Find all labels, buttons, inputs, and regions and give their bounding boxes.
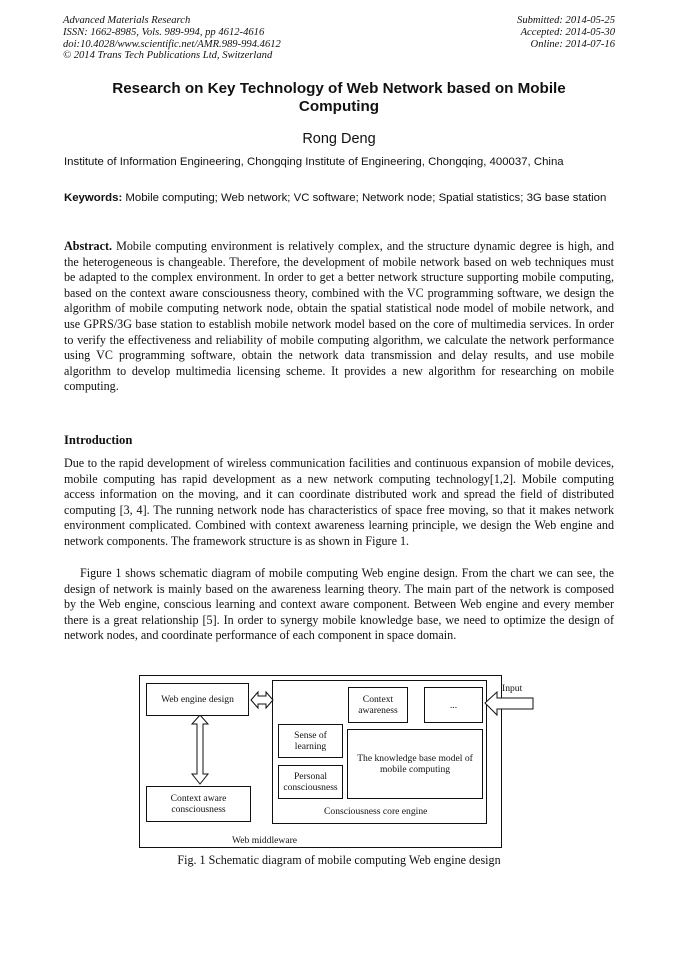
figure-1-caption: Fig. 1 Schematic diagram of mobile computing Web engine design <box>177 853 501 867</box>
knowledge-base-model-box: The knowledge base model of mobile computing <box>347 729 483 799</box>
keywords <box>64 191 616 205</box>
copyright-line: © 2014 Trans Tech Publications Ltd, Switzerland <box>63 50 273 62</box>
input-label: Input <box>502 683 523 694</box>
figure-1-diagram <box>0 672 678 882</box>
online-date: Online: 2014-07-16 <box>530 38 615 50</box>
publication-dates <box>517 15 615 50</box>
paper-title: Research on Key Technology of Web Network based on Mobile Computing <box>112 80 566 115</box>
bidirectional-arrow-horizontal <box>251 692 273 708</box>
context-awareness-box: Context awareness <box>348 687 408 723</box>
input-arrow <box>485 692 533 715</box>
author-affiliation: Institute of Information Engineering, Chongqing Institute of Engineering, Chongqing, 400037, China <box>64 156 564 168</box>
author-name: Rong Deng <box>302 131 376 147</box>
section-heading-introduction: Introduction <box>64 433 133 447</box>
doi-line: doi:10.4028/www.scientific.net/AMR.989-994.4612 <box>63 38 281 50</box>
abstract <box>64 239 614 395</box>
keywords-label: Keywords: <box>64 192 123 204</box>
core-engine-label: Consciousness core engine <box>324 806 428 817</box>
journal-name: Advanced Materials Research <box>63 15 191 26</box>
bidirectional-arrow-vertical <box>192 715 208 784</box>
keywords-text: Mobile computing; Web network; VC software; Network node; Spatial statistics; 3G base station <box>122 192 607 204</box>
web-middleware-label: Web middleware <box>232 835 298 846</box>
introduction-paragraph-2: Figure 1 shows schematic diagram of mobile computing Web engine design. From the chart we can see, the design of network is mainly based on the awareness learning theory. The main part of the network is composed by the Web engine, conscious learning and context aware component. Between Web engine and every member there is a great relationship [5]. In order to synergy mobile knowledge base, we need to optimize the design of network nodes, and coordinate performance of each component in space domain. <box>64 566 614 643</box>
context-aware-consciousness-box: Context aware consciousness <box>146 786 251 822</box>
accepted-date: Accepted: 2014-05-30 <box>520 26 615 38</box>
introduction-paragraph-1: Due to the rapid development of wireless communication facilities and continuous expansion of mobile devices, mobile computing has rapid development as a new network computing technology[1,2]. Mobile computing access information on the moving, and it can coordinate distributed work and spread the field of distributed computing [3, 4]. The running network node has characteristics of space free moving, so that it makes network environment complicated. Combined with context awareness learning principle, we design the Web engine and network components. The framework structure is as shown in Figure 1. <box>64 456 614 548</box>
journal-info <box>63 15 281 62</box>
abstract-label: Abstract. <box>64 239 113 253</box>
abstract-text: Mobile computing environment is relatively complex, and the structure dynamic degree is high, and the heterogeneous is changeable. Therefore, the development of mobile network based on web techniques must be adapted to the complex environment. In order to get a better network structure supporting mobile computing, based on the context aware consciousness theory, combined with the VC programming software, we design the algorithm of mobile computing network node, obtain the spatial statistical node model of mobile network, and use GPRS/3G base station to establish mobile network model based on the core of multimedia services. In order to verify the effectiveness and reliability of mobile computing algorithm, we calculate the network performance using VC programming software, obtain the network data transmission and delay results, and use mobile algorithm to develop multimedia licensing scheme. It provides a new algorithm for researching on mobile computing. <box>64 239 614 394</box>
web-engine-design-box: Web engine design <box>146 683 249 716</box>
issn-line: ISSN: 1662-8985, Vols. 989-994, pp 4612-4616 <box>63 26 265 38</box>
sense-of-learning-box: Sense of learning <box>278 724 343 758</box>
ellipsis-box: ... <box>424 687 483 723</box>
personal-consciousness-box: Personal consciousness <box>278 765 343 799</box>
submitted-date: Submitted: 2014-05-25 <box>517 15 615 26</box>
